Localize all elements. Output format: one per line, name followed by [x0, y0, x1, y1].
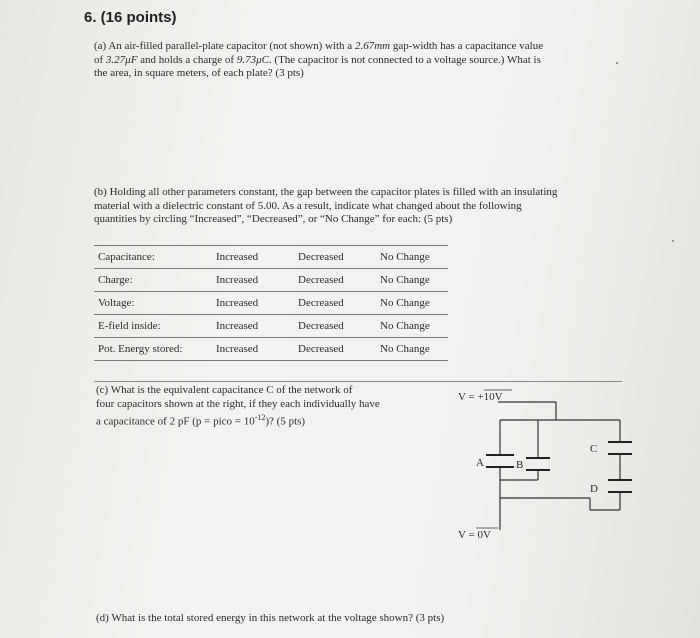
capacitor-b-label: B [516, 459, 524, 471]
part-a-question [94, 40, 654, 81]
option-no-change[interactable]: No Change [376, 315, 448, 338]
paper-speck [672, 240, 674, 242]
part-c-line-2: four capacitors shown at the right, if they each individually have [96, 397, 380, 410]
option-decreased[interactable]: Decreased [294, 246, 376, 269]
part-b-line-1: (b) Holding all other parameters constant, the gap between the capacitor plates is filled with an insulating [94, 186, 558, 198]
option-increased[interactable]: Increased [212, 246, 294, 269]
voltage-top-label: V = +10V [458, 391, 503, 403]
row-label: E-field inside: [94, 315, 212, 338]
part-a-line-2: of 3.27μF and holds a charge of 9.73μC. (The capacitor is not connected to a voltage source.) What is [94, 53, 541, 66]
voltage-bottom-label: V = 0V [458, 529, 491, 541]
option-decreased[interactable]: Decreased [294, 269, 376, 292]
option-increased[interactable]: Increased [212, 292, 294, 315]
capacitance-value: 3.27μF [105, 53, 138, 66]
row-label: Capacitance: [94, 246, 212, 269]
capacitor-c-label: C [590, 443, 598, 455]
option-no-change[interactable]: No Change [376, 269, 448, 292]
table-row [94, 246, 448, 269]
option-no-change[interactable]: No Change [376, 292, 448, 315]
table-row [94, 315, 448, 338]
dielectric-value: 5.00 [257, 199, 277, 212]
part-b-question [94, 186, 654, 227]
row-label: Voltage: [94, 292, 212, 315]
paper-speck [616, 62, 618, 64]
capacitor-a-label: A [476, 457, 484, 469]
option-no-change[interactable]: No Change [376, 246, 448, 269]
answer-table [94, 245, 448, 361]
option-decreased[interactable]: Decreased [294, 292, 376, 315]
part-a-line-3: the area, in square meters, of each plate? (3 pts) [94, 67, 304, 79]
table-row [94, 269, 448, 292]
option-no-change[interactable]: No Change [376, 338, 448, 361]
row-label: Pot. Energy stored: [94, 338, 212, 361]
option-increased[interactable]: Increased [212, 269, 294, 292]
part-d-question: (d) What is the total stored energy in this network at the voltage shown? (3 pts) [96, 612, 445, 624]
part-b-line-2: material with a dielectric constant of 5.00. As a result, indicate what changed about the following [94, 199, 522, 212]
gap-width-value: 2.67mm [354, 40, 391, 52]
question-title: 6. (16 points) [84, 9, 177, 26]
part-a-line-1: (a) An air-filled parallel-plate capacitor (not shown) with a 2.67mm gap-width has a capacitance value [94, 40, 544, 52]
part-c-question [96, 384, 426, 429]
row-label: Charge: [94, 269, 212, 292]
part-c-line-1: (c) What is the equivalent capacitance C of the network of [96, 384, 353, 396]
table-row [94, 338, 448, 361]
option-decreased[interactable]: Decreased [294, 315, 376, 338]
capacitor-network-diagram [420, 380, 650, 550]
part-b-line-3: quantities by circling “Increased”, “Decreased”, or “No Change” for each: (5 pts) [94, 213, 453, 225]
capacitor-d-label: D [590, 483, 598, 495]
charge-value: 9.73μC [236, 53, 269, 66]
option-increased[interactable]: Increased [212, 315, 294, 338]
part-c-line-3: a capacitance of 2 pF (p = pico = $10^{-12}$)? (5 pts) [96, 413, 306, 428]
option-increased[interactable]: Increased [212, 338, 294, 361]
table-row [94, 292, 448, 315]
option-decreased[interactable]: Decreased [294, 338, 376, 361]
